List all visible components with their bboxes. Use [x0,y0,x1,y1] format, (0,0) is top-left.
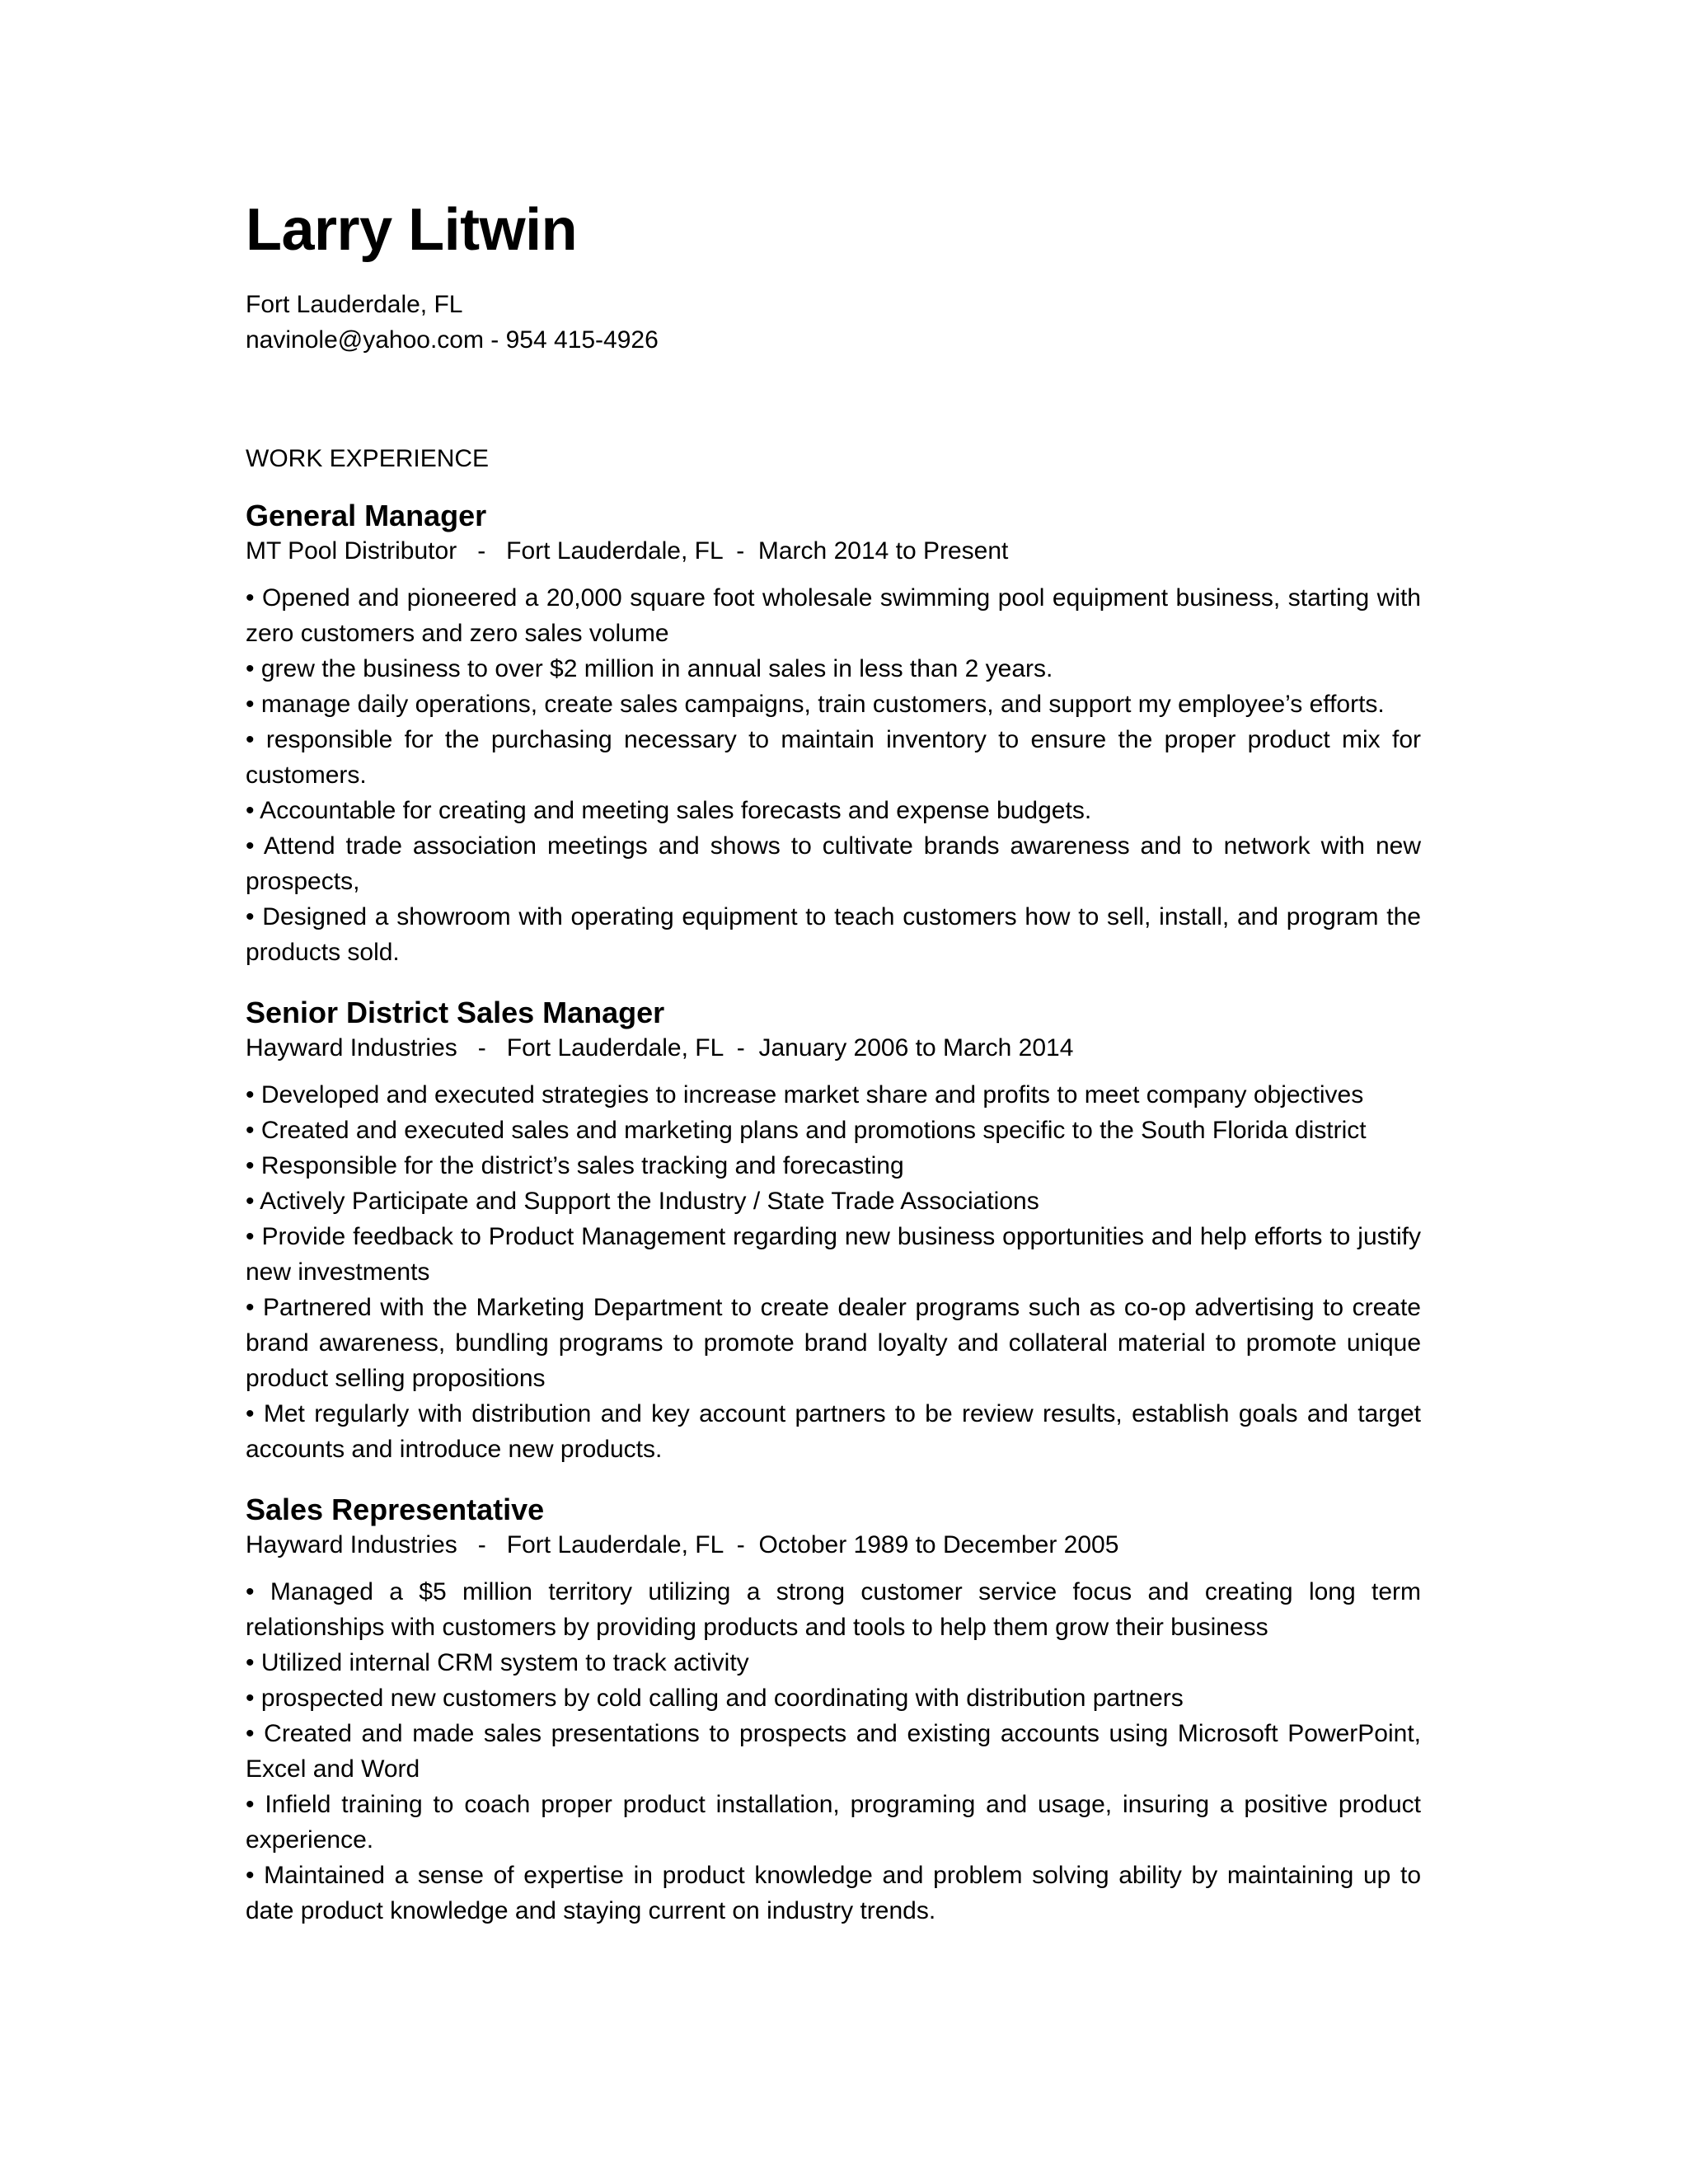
bullet-item: • Utilized internal CRM system to track activity [246,1649,749,1676]
job-title: General Manager [246,499,487,532]
bullet-item: • Infield training to coach proper product installation, programing and usage, insuring a positive product experience. [246,1791,1421,1854]
job-entry-senior-district-sales-manager [246,995,1421,1467]
bullet-item: • manage daily operations, create sales campaigns, train customers, and support my employee’s efforts. [246,691,1385,718]
job-title: Senior District Sales Manager [246,996,665,1029]
location-text: Fort Lauderdale, FL [246,291,463,318]
job-bullets [246,1574,1421,1929]
job-title: Sales Representative [246,1493,545,1526]
bullet-item: • prospected new customers by cold calling and coordinating with distribution partners [246,1685,1184,1712]
job-entry-sales-representative [246,1492,1421,1929]
job-entry-general-manager [246,498,1421,970]
bullet-item: • Designed a showroom with operating equipment to teach customers how to sell, install, and program the products sold. [246,903,1421,966]
contact-block [246,287,659,358]
bullet-item: • Attend trade association meetings and shows to cultivate brands awareness and to network with new prospects, [246,832,1421,895]
bullet-item: • Met regularly with distribution and key account partners to be review results, establish goals and target accounts and introduce new products. [246,1400,1421,1463]
job-meta: Hayward Industries - Fort Lauderdale, FL - October 1989 to December 2005 [246,1531,1119,1558]
bullet-item: • Partnered with the Marketing Department to create dealer programs such as co-op advertising to create brand awareness, bundling programs to promote brand loyalty and collateral material to promote unique product selling propositions [246,1294,1421,1392]
bullet-item: • Managed a $5 million territory utilizing a strong customer service focus and creating long term relationships with customers by providing products and tools to help them grow their business [246,1578,1421,1641]
bullet-item: • Opened and pioneered a 20,000 square foot wholesale swimming pool equipment business, starting with zero customers and zero sales volume [246,584,1421,647]
job-meta: Hayward Industries - Fort Lauderdale, FL - January 2006 to March 2014 [246,1034,1074,1062]
bullet-item: • Developed and executed strategies to increase market share and profits to meet company objectives [246,1081,1364,1108]
work-experience-heading: WORK EXPERIENCE [246,445,490,472]
bullet-item: • Responsible for the district’s sales tracking and forecasting [246,1152,904,1179]
bullet-item: • grew the business to over $2 million in annual sales in less than 2 years. [246,655,1053,682]
bullet-item: • Maintained a sense of expertise in product knowledge and problem solving ability by maintaining up to date product knowledge and staying current on industry trends. [246,1862,1421,1924]
job-bullets [246,1077,1421,1467]
bullet-item: • Actively Participate and Support the Industry / State Trade Associations [246,1188,1039,1215]
contact-line: navinole@yahoo.com - 954 415-4926 [246,326,659,354]
bullet-item: • Created and made sales presentations to prospects and existing accounts using Microsoft PowerPoint, Excel and Word [246,1720,1421,1783]
candidate-name: Larry Litwin [246,197,578,263]
bullet-item: • responsible for the purchasing necessary to maintain inventory to ensure the proper product mix for customers. [246,726,1421,789]
bullet-item: • Accountable for creating and meeting sales forecasts and expense budgets. [246,797,1092,824]
bullet-item: • Provide feedback to Product Management regarding new business opportunities and help efforts to justify new investments [246,1223,1421,1286]
job-bullets [246,580,1421,970]
job-meta: MT Pool Distributor - Fort Lauderdale, FL - March 2014 to Present [246,537,1009,565]
bullet-item: • Created and executed sales and marketing plans and promotions specific to the South Florida district [246,1117,1367,1144]
